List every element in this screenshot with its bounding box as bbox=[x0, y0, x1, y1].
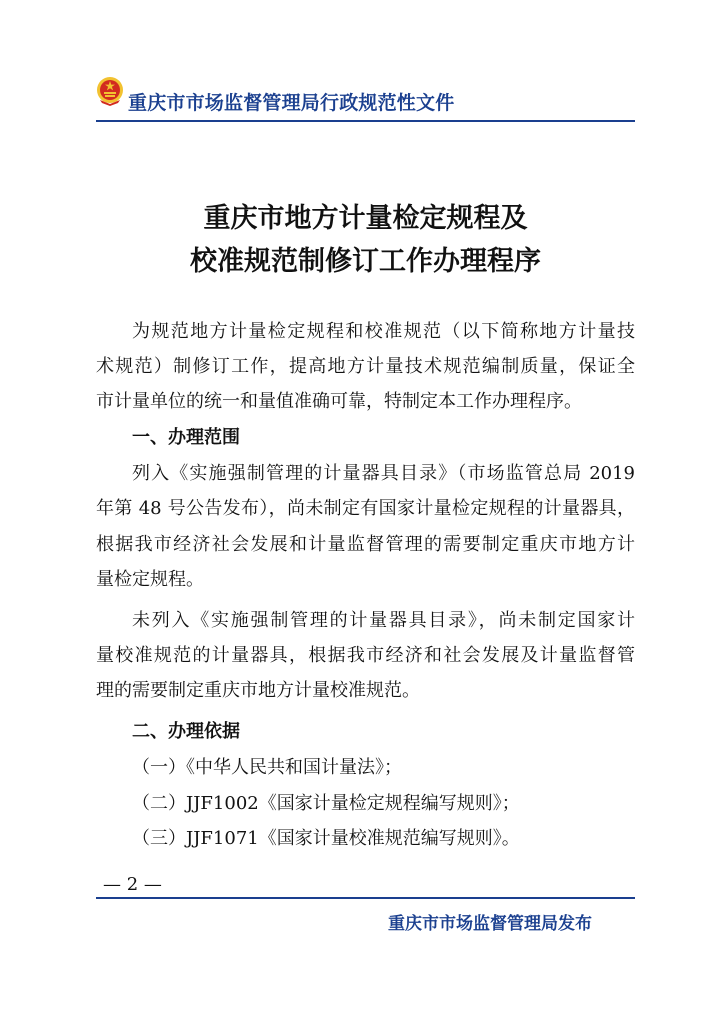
intro-line: 为规范地方计量检定规程和校准规范（以下简称地方计量技 bbox=[132, 321, 635, 342]
page-number: — 2 — bbox=[103, 874, 162, 895]
document-title-line-1: 重庆市地方计量检定规程及 bbox=[203, 203, 528, 234]
intro-line: 术规范）制修订工作，提高地方计量技术规范编制质量，保证全 bbox=[96, 356, 635, 377]
national-emblem-icon bbox=[96, 76, 124, 106]
scope-paragraph-line: 未列入《实施强制管理的计量器具目录》，尚未制定国家计 bbox=[132, 610, 635, 631]
scope-paragraph-line: 根据我市经济社会发展和计量监督管理的需要制定重庆市地方计 bbox=[96, 534, 635, 555]
scope-paragraph-line: 列入《实施强制管理的计量器具目录》（市场监管总局 2019 bbox=[132, 463, 635, 484]
section-heading-basis: 二、办理依据 bbox=[132, 721, 240, 742]
scope-paragraph-line: 年第 48 号公告发布），尚未制定有国家计量检定规程的计量器具， bbox=[96, 498, 635, 519]
intro-line: 市计量单位的统一和量值准确可靠，特制定本工作办理程序。 bbox=[96, 391, 582, 412]
publisher-label: 重庆市市场监督管理局发布 bbox=[388, 914, 592, 934]
footer-divider bbox=[96, 897, 635, 899]
basis-list-item: （一）《中华人民共和国计量法》； bbox=[132, 757, 402, 778]
basis-list-item: （二）JJF1002《国家计量检定规程编写规则》； bbox=[132, 793, 520, 814]
scope-paragraph-line: 理的需要制定重庆市地方计量校准规范。 bbox=[96, 680, 420, 701]
scope-paragraph-line: 量检定规程。 bbox=[96, 569, 204, 590]
header-divider bbox=[96, 120, 635, 122]
scope-paragraph-line: 量校准规范的计量器具，根据我市经济和社会发展及计量监督管 bbox=[96, 645, 635, 666]
basis-list-item: （三）JJF1071《国家计量校准规范编写规则》。 bbox=[132, 828, 520, 849]
section-heading-scope: 一、办理范围 bbox=[132, 427, 240, 448]
document-title-line-2: 校准规范制修订工作办理程序 bbox=[190, 246, 541, 277]
issuer-title: 重庆市市场监督管理局行政规范性文件 bbox=[128, 92, 455, 114]
